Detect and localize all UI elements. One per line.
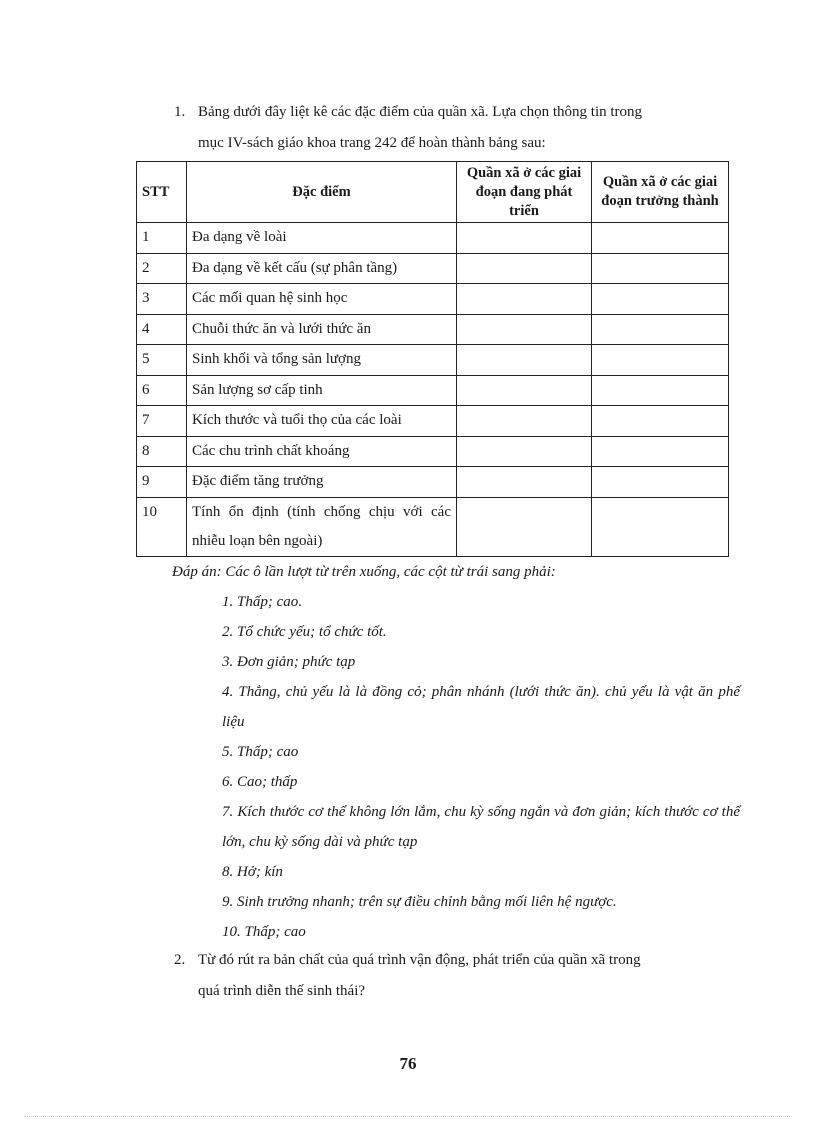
row-feature: Kích thước và tuổi thọ của các loài (187, 406, 457, 437)
table-row (137, 253, 729, 284)
row-stt: 5 (137, 345, 187, 376)
row-feature: Đặc điểm tăng trưởng (187, 467, 457, 498)
answer-item: 7. Kích thước cơ thể không lớn lắm, chu kỳ sống ngắn và đơn giản; kích thước cơ thể lớn, chu kỳ sống dài và phức tạp (222, 804, 740, 850)
row-cell-developing (457, 436, 592, 467)
row-cell-developing (457, 314, 592, 345)
row-cell-mature (592, 406, 729, 437)
table-row (137, 436, 729, 467)
header-developing: Quần xã ở các giai đoạn đang phát triển (457, 162, 592, 223)
row-feature: Tính ổn định (tính chống chịu với các nhiễu loạn bên ngoài) (187, 497, 457, 556)
table-row (137, 223, 729, 254)
row-feature: Chuỗi thức ăn và lưới thức ăn (187, 314, 457, 345)
header-feature: Đặc điểm (187, 162, 457, 223)
answer-item: 4. Thẳng, chủ yếu là là đồng cỏ; phân nhánh (lưới thức ăn). chủ yếu là vật ăn phế liệu (222, 684, 740, 730)
row-stt: 9 (137, 467, 187, 498)
row-cell-developing (457, 284, 592, 315)
answer-item: 10. Thấp; cao (222, 924, 306, 940)
table-row (137, 375, 729, 406)
table-row (137, 467, 729, 498)
row-feature: Sinh khối và tổng sản lượng (187, 345, 457, 376)
answer-item: 8. Hở; kín (222, 864, 283, 880)
row-cell-mature (592, 284, 729, 315)
row-feature: Các mối quan hệ sinh học (187, 284, 457, 315)
row-cell-mature (592, 314, 729, 345)
row-cell-mature (592, 345, 729, 376)
row-cell-developing (457, 345, 592, 376)
row-cell-developing (457, 467, 592, 498)
table-row (137, 406, 729, 437)
table-row (137, 284, 729, 315)
answer-item: 9. Sinh trưởng nhanh; trên sự điều chỉnh bằng mối liên hệ ngược. (222, 894, 617, 910)
row-cell-developing (457, 406, 592, 437)
question-2-line-2: quá trình diễn thế sinh thái? (198, 983, 366, 999)
row-cell-developing (457, 223, 592, 254)
features-table (136, 161, 729, 557)
row-stt: 7 (137, 406, 187, 437)
header-stt: STT (137, 162, 187, 223)
table-header-row (137, 162, 729, 223)
table-row (137, 497, 729, 556)
answer-intro: Đáp án: Các ô lần lượt từ trên xuống, các cột từ trái sang phải: (172, 564, 556, 580)
row-cell-mature (592, 223, 729, 254)
table-row (137, 345, 729, 376)
row-stt: 6 (137, 375, 187, 406)
page-number: 76 (399, 1054, 417, 1073)
row-cell-mature (592, 436, 729, 467)
page-bottom-divider (24, 1116, 792, 1117)
question-1-number: 1. (174, 104, 186, 120)
answer-item: 1. Thấp; cao. (222, 594, 302, 610)
row-stt: 4 (137, 314, 187, 345)
row-cell-developing (457, 375, 592, 406)
answer-item: 6. Cao; thấp (222, 774, 298, 790)
row-cell-mature (592, 375, 729, 406)
row-stt: 2 (137, 253, 187, 284)
table-row (137, 314, 729, 345)
row-stt: 8 (137, 436, 187, 467)
answer-item: 5. Thấp; cao (222, 744, 299, 760)
row-feature: Sản lượng sơ cấp tinh (187, 375, 457, 406)
answer-item: 2. Tổ chức yếu; tổ chức tốt. (222, 624, 387, 640)
row-cell-developing (457, 497, 592, 556)
row-feature: Các chu trình chất khoáng (187, 436, 457, 467)
row-cell-mature (592, 497, 729, 556)
row-feature: Đa dạng về kết cấu (sự phân tầng) (187, 253, 457, 284)
question-2-line-1: Từ đó rút ra bản chất của quá trình vận động, phát triển của quần xã trong (198, 952, 641, 968)
row-cell-mature (592, 253, 729, 284)
row-stt: 3 (137, 284, 187, 315)
row-stt: 1 (137, 223, 187, 254)
row-cell-mature (592, 467, 729, 498)
question-2-number: 2. (174, 952, 186, 968)
question-1-line-2: mục IV-sách giáo khoa trang 242 để hoàn thành bảng sau: (198, 135, 546, 151)
row-feature: Đa dạng về loài (187, 223, 457, 254)
question-1-line-1: Bảng dưới đây liệt kê các đặc điểm của quần xã. Lựa chọn thông tin trong (198, 104, 643, 120)
answer-item: 3. Đơn giản; phức tạp (222, 654, 356, 670)
row-stt: 10 (137, 497, 187, 556)
row-cell-developing (457, 253, 592, 284)
header-mature: Quần xã ở các giai đoạn trưởng thành (592, 162, 729, 223)
